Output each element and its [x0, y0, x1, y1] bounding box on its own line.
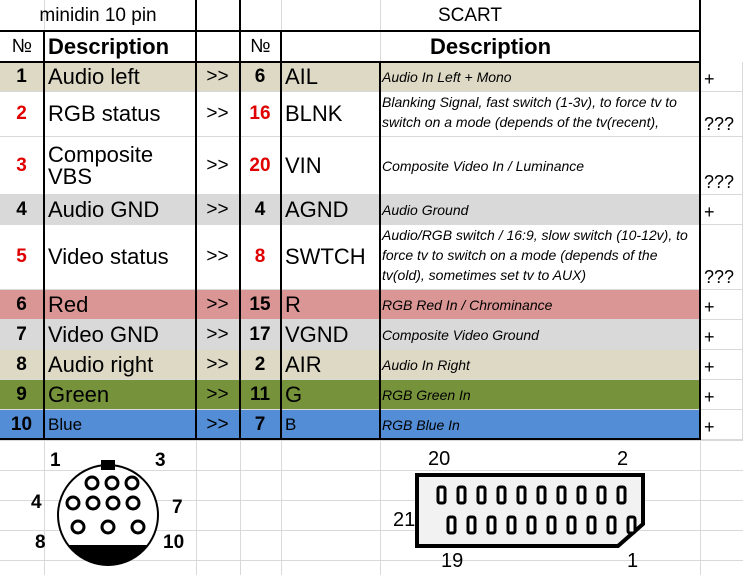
scart-signal-code: AIL [281, 62, 380, 92]
minidin-header: minidin 10 pin [39, 4, 157, 26]
scart-signal-code: R [281, 290, 380, 320]
scart-pin-hole [468, 517, 475, 533]
scart-pin-hole [448, 517, 455, 533]
scart-pin-2-label: 2 [617, 448, 629, 470]
din-description: Blue [44, 410, 196, 440]
scart-pin-21-label: 21 [393, 509, 416, 531]
din-pin-number: 9 [0, 380, 44, 410]
din-pin-number: 8 [0, 350, 44, 380]
status-mark: + [700, 290, 743, 320]
din-pin-number: 7 [0, 320, 44, 350]
scart-signal-description: Composite Video In / Luminance [380, 137, 700, 195]
din-pin-number: 3 [0, 137, 44, 195]
status-mark: ??? [700, 225, 743, 290]
scart-description-header: Description [429, 33, 552, 59]
scart-pin-number: 6 [240, 62, 281, 92]
scart-signal-description: RGB Red In / Chrominance [380, 290, 700, 320]
scart-pin-number: 15 [240, 290, 281, 320]
scart-signal-code: B [281, 410, 380, 440]
scart-signal-code: AGND [281, 195, 380, 225]
scart-pin-hole [618, 487, 625, 503]
din-description: Video status [44, 225, 196, 290]
minidin-pin-10-label: 10 [163, 532, 185, 553]
arrow-cell: >> [196, 380, 240, 410]
din-description: Video GND [44, 320, 196, 350]
scart-signal-code: VGND [281, 320, 380, 350]
din-description: Audio left [44, 62, 196, 92]
scart-signal-code: BLNK [281, 92, 380, 137]
scart-pin-hole [568, 517, 575, 533]
scart-pin-number: 16 [240, 92, 281, 137]
scart-pin-hole [608, 517, 615, 533]
minidin-pin-1-label: 1 [50, 450, 61, 471]
din-pin-number: 6 [0, 290, 44, 320]
scart-pin-hole [598, 487, 605, 503]
scart-signal-description: RGB Blue In [380, 410, 700, 440]
scart-pin-number: 4 [240, 195, 281, 225]
status-mark: + [700, 320, 743, 350]
din-number-header: № [11, 35, 33, 57]
scart-pin-1-label: 1 [627, 550, 639, 572]
din-description: Red [44, 290, 196, 320]
minidin-connector-icon [40, 455, 180, 575]
scart-pin-hole [438, 487, 445, 503]
scart-pin-hole [588, 517, 595, 533]
scart-signal-code: VIN [281, 137, 380, 195]
scart-signal-description: Audio In Left + Mono [380, 62, 700, 92]
scart-pin-number: 7 [240, 410, 281, 440]
minidin-pin-3-label: 3 [155, 450, 166, 471]
minidin-pin-4-label: 4 [31, 492, 42, 513]
scart-pin-20-label: 20 [428, 448, 451, 470]
scart-signal-code: SWTCH [281, 225, 380, 290]
arrow-cell: >> [196, 320, 240, 350]
arrow-cell: >> [196, 137, 240, 195]
scart-pin-hole [558, 487, 565, 503]
din-description: Green [44, 380, 196, 410]
arrow-cell: >> [196, 92, 240, 137]
scart-signal-code: G [281, 380, 380, 410]
arrow-cell: >> [196, 62, 240, 92]
scart-pin-hole [478, 487, 485, 503]
arrow-cell: >> [196, 195, 240, 225]
scart-signal-description: Audio In Right [380, 350, 700, 380]
scart-pin-number: 8 [240, 225, 281, 290]
din-pin-number: 4 [0, 195, 44, 225]
scart-pin-hole [458, 487, 465, 503]
scart-pin-hole [578, 487, 585, 503]
status-mark: + [700, 62, 743, 92]
status-mark: + [700, 410, 743, 440]
din-pin-number: 2 [0, 92, 44, 137]
arrow-cell: >> [196, 350, 240, 380]
scart-signal-description: Composite Video Ground [380, 320, 700, 350]
scart-connector-icon [405, 470, 655, 550]
minidin-pin-8-label: 8 [35, 532, 46, 553]
scart-pin-hole [548, 517, 555, 533]
arrow-cell: >> [196, 410, 240, 440]
scart-number-header: № [250, 35, 271, 57]
scart-signal-description: Blanking Signal, fast switch (1-3v), to force tv to switch on a mode (depends of the tv(recent), [380, 92, 700, 137]
din-description: RGB status [44, 92, 196, 137]
arrow-cell: >> [196, 290, 240, 320]
status-mark: ??? [700, 137, 743, 195]
scart-pin-number: 20 [240, 137, 281, 195]
scart-pin-hole [518, 487, 525, 503]
scart-pin-number: 2 [240, 350, 281, 380]
scart-pin-hole [538, 487, 545, 503]
scart-pin-hole [488, 517, 495, 533]
din-pin-number: 5 [0, 225, 44, 290]
scart-pin-hole [508, 517, 515, 533]
status-mark: + [700, 195, 743, 225]
status-mark: + [700, 350, 743, 380]
scart-signal-code: AIR [281, 350, 380, 380]
arrow-cell: >> [196, 225, 240, 290]
scart-signal-description: Audio Ground [380, 195, 700, 225]
status-mark: + [700, 380, 743, 410]
scart-signal-description: RGB Green In [380, 380, 700, 410]
scart-pin-hole [498, 487, 505, 503]
din-description: Composite VBS [44, 137, 196, 195]
scart-pin-number: 11 [240, 380, 281, 410]
scart-header: SCART [437, 4, 503, 26]
scart-pin-hole [528, 517, 535, 533]
scart-pin-19-label: 19 [441, 550, 464, 572]
din-description: Audio GND [44, 195, 196, 225]
scart-pin-hole [628, 517, 635, 533]
din-pin-number: 1 [0, 62, 44, 92]
scart-pin-number: 17 [240, 320, 281, 350]
minidin-pin-7-label: 7 [172, 497, 183, 518]
din-description: Audio right [44, 350, 196, 380]
scart-signal-description: Audio/RGB switch / 16:9, slow switch (10-12v), to force tv to switch on a mode (depends of the tv(old), sometimes set tv to AUX) [380, 225, 700, 290]
din-description-header: Description [48, 33, 170, 59]
din-pin-number: 10 [0, 410, 44, 440]
status-mark: ??? [700, 92, 743, 137]
